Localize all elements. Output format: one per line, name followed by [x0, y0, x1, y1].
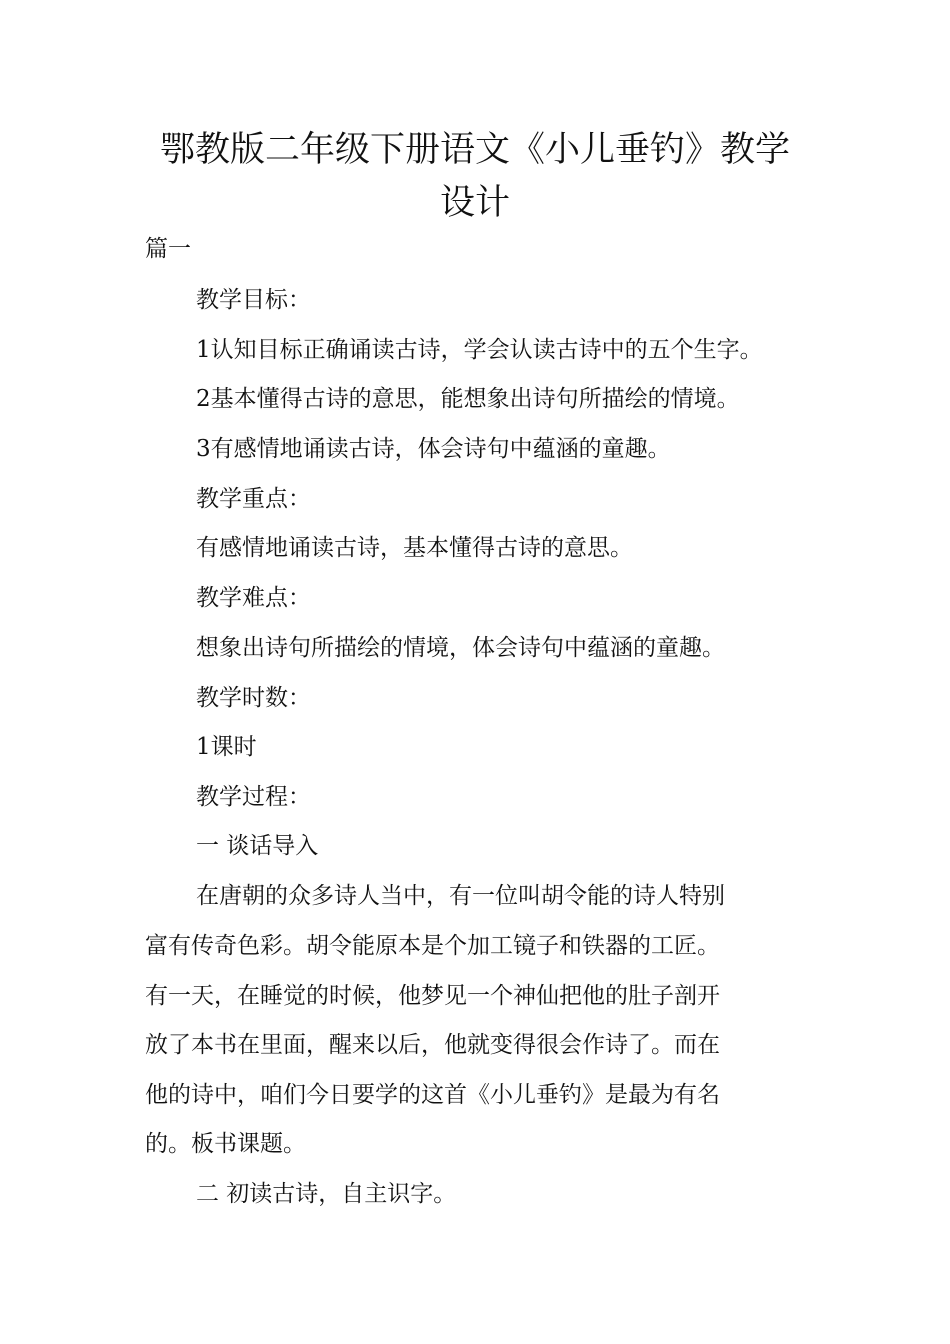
- heading-teaching-goals: 教学目标：: [196, 287, 311, 313]
- paragraph-line: 他的诗中，咱们今日要学的这首《小儿垂钓》是最为有名: [145, 1082, 720, 1108]
- paragraph-line: 有一天，在睡觉的时候，他梦见一个神仙把他的肚子剖开: [145, 983, 720, 1009]
- heading-key-points: 教学重点：: [196, 486, 311, 512]
- heading-difficulties: 教学难点：: [196, 585, 311, 611]
- step-2-heading: 二 初读古诗，自主识字。: [196, 1181, 457, 1207]
- document-title-line-2: 设计: [439, 183, 510, 223]
- goal-item-2: 2基本懂得古诗的意思，能想象出诗句所描绘的情境。: [196, 386, 740, 412]
- heading-teaching-process: 教学过程：: [196, 784, 311, 810]
- paragraph-line: 在唐朝的众多诗人当中，有一位叫胡令能的诗人特别: [196, 883, 725, 909]
- paragraph-line: 富有传奇色彩。胡令能原本是个加工镜子和铁器的工匠。: [145, 933, 720, 959]
- paragraph-line: 的。板书课题。: [145, 1131, 306, 1157]
- document-title-line-1: 鄂教版二年级下册语文《小儿垂钓》教学: [159, 130, 790, 170]
- goal-item-3: 3有感情地诵读古诗，体会诗句中蕴涵的童趣。: [196, 436, 671, 462]
- class-hours-text: 1课时: [196, 734, 257, 760]
- goal-item-1: 1认知目标正确诵读古诗，学会认读古诗中的五个生字。: [196, 337, 763, 363]
- section-label: 篇一: [145, 236, 191, 262]
- paragraph-line: 放了本书在里面，醒来以后，他就变得很会作诗了。而在: [145, 1032, 720, 1058]
- key-points-text: 有感情地诵读古诗，基本懂得古诗的意思。: [196, 535, 633, 561]
- step-1-heading: 一 谈话导入: [196, 833, 319, 859]
- difficulties-text: 想象出诗句所描绘的情境，体会诗句中蕴涵的童趣。: [196, 635, 725, 661]
- heading-class-hours: 教学时数：: [196, 685, 311, 711]
